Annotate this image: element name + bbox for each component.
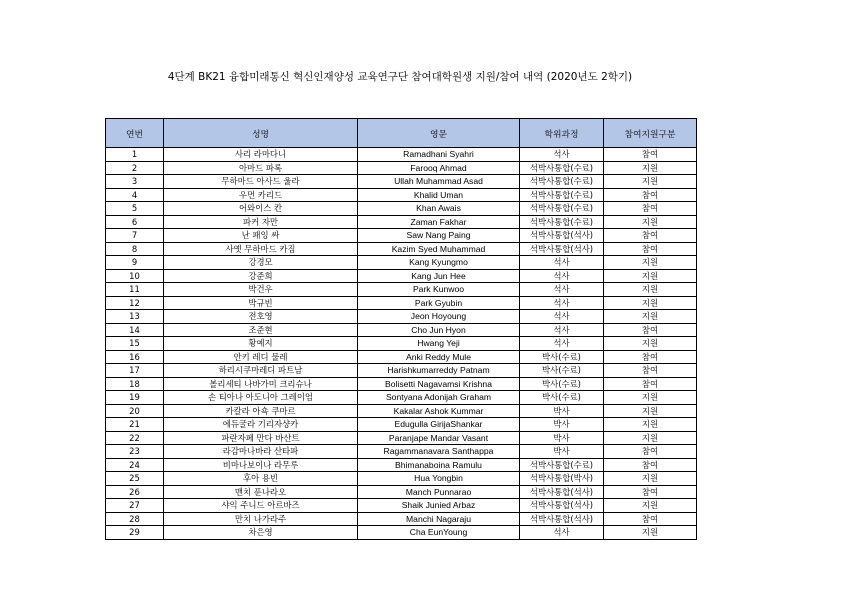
table-row	[106, 377, 697, 391]
participation-type-cell: 지원	[604, 404, 697, 418]
participation-type-cell: 참여	[604, 377, 697, 391]
table-row	[106, 526, 697, 540]
row-number: 6	[106, 215, 164, 229]
korean-name-cell: 박규빈	[164, 296, 358, 310]
table-row	[106, 269, 697, 283]
row-number: 29	[106, 526, 164, 540]
english-name-cell: Kang Jun Hee	[358, 269, 520, 283]
table-row	[106, 148, 697, 162]
degree-cell: 석사	[520, 283, 604, 297]
korean-name-cell: 어와이스 칸	[164, 202, 358, 216]
degree-cell: 석박사통합(수료)	[520, 175, 604, 189]
degree-cell: 석박사통합(석사)	[520, 485, 604, 499]
header-degree: 학위과정	[520, 119, 604, 148]
english-name-cell: Cho Jun Hyon	[358, 323, 520, 337]
english-name-cell: Khalid Uman	[358, 188, 520, 202]
header-number: 연번	[106, 119, 164, 148]
table-row	[106, 485, 697, 499]
header-english-name: 영문	[358, 119, 520, 148]
participation-type-cell: 지원	[604, 499, 697, 513]
degree-cell: 석사	[520, 296, 604, 310]
row-number: 17	[106, 364, 164, 378]
english-name-cell: Kakalar Ashok Kummar	[358, 404, 520, 418]
header-korean-name: 성명	[164, 119, 358, 148]
degree-cell: 석박사통합(석사)	[520, 499, 604, 513]
degree-cell: 박사(수료)	[520, 377, 604, 391]
english-name-cell: Harishkumarreddy Patnam	[358, 364, 520, 378]
english-name-cell: Khan Awais	[358, 202, 520, 216]
english-name-cell: Farooq Ahmad	[358, 161, 520, 175]
row-number: 23	[106, 445, 164, 459]
korean-name-cell: 볼리세티 나바가미 크리슈나	[164, 377, 358, 391]
degree-cell: 석박사통합(석사)	[520, 512, 604, 526]
english-name-cell: Hwang Yeji	[358, 337, 520, 351]
participation-type-cell: 지원	[604, 337, 697, 351]
korean-name-cell: 맨치 푼나라오	[164, 485, 358, 499]
english-name-cell: Anki Reddy Mule	[358, 350, 520, 364]
english-name-cell: Ullah Muhammad Asad	[358, 175, 520, 189]
row-number: 10	[106, 269, 164, 283]
english-name-cell: Manch Punnarao	[358, 485, 520, 499]
degree-cell: 박사(수료)	[520, 364, 604, 378]
korean-name-cell: 아마드 파록	[164, 161, 358, 175]
english-name-cell: Park Gyubin	[358, 296, 520, 310]
table-row	[106, 445, 697, 459]
table-row	[106, 458, 697, 472]
degree-cell: 석사	[520, 148, 604, 162]
english-name-cell: Kang Kyungmo	[358, 256, 520, 270]
degree-cell: 박사(수료)	[520, 350, 604, 364]
english-name-cell: Bolisetti Nagavamsi Krishna	[358, 377, 520, 391]
korean-name-cell: 박건우	[164, 283, 358, 297]
participation-type-cell: 지원	[604, 283, 697, 297]
participation-type-cell: 참여	[604, 242, 697, 256]
korean-name-cell: 후아 용빈	[164, 472, 358, 486]
participation-type-cell: 지원	[604, 256, 697, 270]
participation-type-cell: 지원	[604, 310, 697, 324]
korean-name-cell: 라감마나바라 산타파	[164, 445, 358, 459]
english-name-cell: Ragammanavara Santhappa	[358, 445, 520, 459]
participation-type-cell: 지원	[604, 526, 697, 540]
table-row	[106, 310, 697, 324]
english-name-cell: Saw Nang Paing	[358, 229, 520, 243]
korean-name-cell: 사옛 무하마드 카짐	[164, 242, 358, 256]
korean-name-cell: 샤익 주니드 아르바즈	[164, 499, 358, 513]
english-name-cell: Edugulla GirijaShankar	[358, 418, 520, 432]
table-row	[106, 364, 697, 378]
degree-cell: 석사	[520, 256, 604, 270]
english-name-cell: Hua Yongbin	[358, 472, 520, 486]
table-row	[106, 242, 697, 256]
table-row	[106, 391, 697, 405]
table-row	[106, 323, 697, 337]
row-number: 27	[106, 499, 164, 513]
participation-type-cell: 참여	[604, 323, 697, 337]
degree-cell: 박사(수료)	[520, 391, 604, 405]
participation-type-cell: 지원	[604, 175, 697, 189]
english-name-cell: Kazim Syed Muhammad	[358, 242, 520, 256]
degree-cell: 석사	[520, 337, 604, 351]
table-row	[106, 499, 697, 513]
row-number: 16	[106, 350, 164, 364]
table-row	[106, 188, 697, 202]
row-number: 7	[106, 229, 164, 243]
header-participation-type: 참여지원구분	[604, 119, 697, 148]
participation-type-cell: 참여	[604, 202, 697, 216]
table-row	[106, 404, 697, 418]
degree-cell: 석박사통합(석사)	[520, 229, 604, 243]
participation-type-cell: 지원	[604, 215, 697, 229]
degree-cell: 석박사통합(석사)	[520, 242, 604, 256]
participation-type-cell: 참여	[604, 148, 697, 162]
degree-cell: 박사	[520, 404, 604, 418]
participation-type-cell: 지원	[604, 472, 697, 486]
table-row	[106, 215, 697, 229]
row-number: 1	[106, 148, 164, 162]
row-number: 25	[106, 472, 164, 486]
english-name-cell: Paranjape Mandar Vasant	[358, 431, 520, 445]
korean-name-cell: 무하마드 아사드 울라	[164, 175, 358, 189]
korean-name-cell: 안키 레디 물레	[164, 350, 358, 364]
korean-name-cell: 강경모	[164, 256, 358, 270]
row-number: 26	[106, 485, 164, 499]
korean-name-cell: 사리 라마다니	[164, 148, 358, 162]
row-number: 13	[106, 310, 164, 324]
degree-cell: 석박사통합(수료)	[520, 215, 604, 229]
student-support-table	[105, 118, 697, 540]
korean-name-cell: 손 티아나 아도니아 그레이엄	[164, 391, 358, 405]
row-number: 9	[106, 256, 164, 270]
degree-cell: 석사	[520, 269, 604, 283]
korean-name-cell: 만치 나가라주	[164, 512, 358, 526]
row-number: 20	[106, 404, 164, 418]
row-number: 14	[106, 323, 164, 337]
row-number: 24	[106, 458, 164, 472]
english-name-cell: Manchi Nagaraju	[358, 512, 520, 526]
degree-cell: 석박사통합(수료)	[520, 202, 604, 216]
korean-name-cell: 파커 자만	[164, 215, 358, 229]
english-name-cell: Sontyana Adonijah Graham	[358, 391, 520, 405]
table-row	[106, 202, 697, 216]
degree-cell: 석박사통합(수료)	[520, 188, 604, 202]
row-number: 15	[106, 337, 164, 351]
row-number: 2	[106, 161, 164, 175]
participation-type-cell: 참여	[604, 512, 697, 526]
participation-type-cell: 참여	[604, 458, 697, 472]
table-row	[106, 175, 697, 189]
degree-cell: 석박사통합(수료)	[520, 161, 604, 175]
degree-cell: 박사	[520, 418, 604, 432]
english-name-cell: Jeon Hoyoung	[358, 310, 520, 324]
table-row	[106, 161, 697, 175]
row-number: 3	[106, 175, 164, 189]
row-number: 21	[106, 418, 164, 432]
table-header-row	[106, 119, 697, 148]
table-row	[106, 296, 697, 310]
table-row	[106, 472, 697, 486]
row-number: 11	[106, 283, 164, 297]
table-body	[106, 148, 697, 540]
table-row	[106, 256, 697, 270]
row-number: 5	[106, 202, 164, 216]
participation-type-cell: 참여	[604, 485, 697, 499]
row-number: 8	[106, 242, 164, 256]
korean-name-cell: 황예지	[164, 337, 358, 351]
korean-name-cell: 강준희	[164, 269, 358, 283]
english-name-cell: Shaik Junied Arbaz	[358, 499, 520, 513]
table-row	[106, 350, 697, 364]
participation-type-cell: 지원	[604, 431, 697, 445]
table-row	[106, 418, 697, 432]
participation-type-cell: 지원	[604, 418, 697, 432]
participation-type-cell: 지원	[604, 161, 697, 175]
english-name-cell: Bhimanaboina Ramulu	[358, 458, 520, 472]
participation-type-cell: 지원	[604, 296, 697, 310]
korean-name-cell: 파란자페 만다 바산트	[164, 431, 358, 445]
korean-name-cell: 카칼라 아쇽 쿠마르	[164, 404, 358, 418]
degree-cell: 석박사통합(수료)	[520, 458, 604, 472]
degree-cell: 석사	[520, 526, 604, 540]
row-number: 18	[106, 377, 164, 391]
table-row	[106, 283, 697, 297]
korean-name-cell: 조준현	[164, 323, 358, 337]
degree-cell: 석사	[520, 310, 604, 324]
row-number: 28	[106, 512, 164, 526]
korean-name-cell: 에듀굴라 기리자샹카	[164, 418, 358, 432]
korean-name-cell: 전호영	[164, 310, 358, 324]
korean-name-cell: 난 패잉 싸	[164, 229, 358, 243]
table-row	[106, 337, 697, 351]
row-number: 22	[106, 431, 164, 445]
korean-name-cell: 비마나보이나 라무루	[164, 458, 358, 472]
degree-cell: 석박사통합(박사)	[520, 472, 604, 486]
table-row	[106, 431, 697, 445]
table-row	[106, 229, 697, 243]
row-number: 4	[106, 188, 164, 202]
english-name-cell: Zaman Fakhar	[358, 215, 520, 229]
english-name-cell: Cha EunYoung	[358, 526, 520, 540]
english-name-cell: Ramadhani Syahri	[358, 148, 520, 162]
participation-type-cell: 참여	[604, 364, 697, 378]
row-number: 19	[106, 391, 164, 405]
participation-type-cell: 참여	[604, 445, 697, 459]
participation-type-cell: 지원	[604, 269, 697, 283]
degree-cell: 박사	[520, 431, 604, 445]
participation-type-cell: 참여	[604, 188, 697, 202]
korean-name-cell: 하리시쿠마레디 파트남	[164, 364, 358, 378]
korean-name-cell: 우먼 카리드	[164, 188, 358, 202]
degree-cell: 석사	[520, 323, 604, 337]
korean-name-cell: 차은영	[164, 526, 358, 540]
participation-type-cell: 참여	[604, 229, 697, 243]
row-number: 12	[106, 296, 164, 310]
degree-cell: 박사	[520, 445, 604, 459]
participation-type-cell: 지원	[604, 391, 697, 405]
participation-type-cell: 참여	[604, 350, 697, 364]
english-name-cell: Park Kunwoo	[358, 283, 520, 297]
document-title: 4단계 BK21 융합미래통신 혁신인재양성 교육연구단 참여대학원생 지원/참여 내역 (2020년도 2학기)	[167, 71, 633, 83]
table-row	[106, 512, 697, 526]
